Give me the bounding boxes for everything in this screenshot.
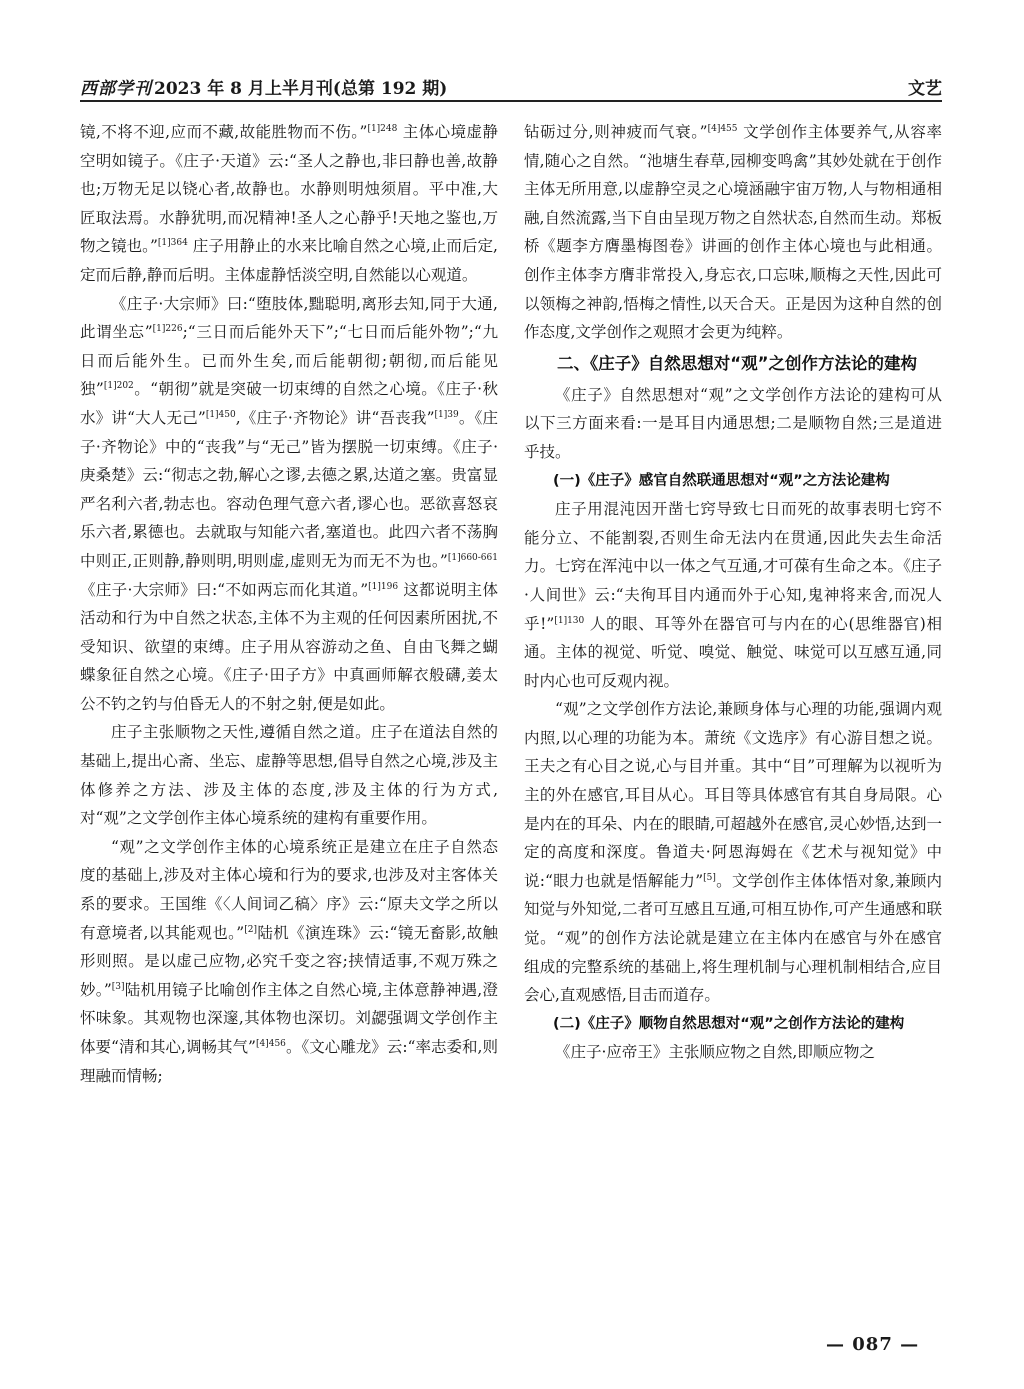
citation: [1]202 [103,381,134,392]
paragraph: 庄子用混沌因开凿七窍导致七日而死的故事表明七窍不能分立、不能割裂,否则生命无法内在贯通,因此失去生命活力。七窍在浑沌中以一体之气互通,才可葆有生命之本。《庄子·人间世》云:“夫徇耳目内通而外于心知,鬼神将来舍,而况人乎!”$^{[1]130}$ 人的眼、耳等外在器官可与内在的心(思维器官)相通。主体的视觉、听觉、嗅觉、触觉、味觉可以互感互通,同时内心也可反观内视。 [524,500,943,690]
running-header [80,72,942,102]
paragraph: 《庄子·应帝王》主张顺应物之自然,即顺应物之 [555,1043,875,1062]
right-column [524,118,942,1067]
paragraph: 《庄子》自然思想对“观”之文学创作方法论的建构可从以下三方面来看:一是耳目内通思想;二是顺物自然;三是道进乎技。 [524,385,942,461]
paragraph: 镜,不将不迎,应而不藏,故能胜物而不伤。”$^{[1]248}$ 主体心境虚静空明如镜子。《庄子·天道》云:“圣人之静也,非曰静也善,故静也;万物无足以铙心者,故静也。水静则明烛须眉。平中准,大匠取法焉。水静犹明,而况精神!圣人之心静乎!天地之鉴也,万物之镜也。”$^{[1]364}$ 庄子用静止的水来比喻自然之心境,止而后定,定而后静,静而后明。主体虚静恬淡空明,自然能以心观道。 [80,123,498,284]
section-name: 文艺 [908,79,942,99]
paragraph: “观”之文学创作方法论,兼顾身体与心理的功能,强调内观内照,以心理的功能为本。萧统《文选序》有心游目想之说。王夫之有心目之说,心与目并重。其中“目”可理解为以视听为主的外在感官,耳目从心。耳目等具体感官有其自身局限。心是内在的耳朵、内在的眼睛,可超越外在感官,灵心妙悟,达到一定的高度和深度。鲁道夫·阿恩海姆在《艺术与视知觉》中说:“眼力也就是悟解能力”[5]。文学创作主体体悟对象,兼顾内知觉与外知觉,二者可互感且互通,可相互协作,可产生通感和联觉。“观”的创作方法论就是建立在主体内在感官与外在感官组成的完整系统的基础上,将生理机制与心理机制相结合,应目会心,直观感悟,目击而道存。 [524,700,942,1005]
issue-info: 2023 年 8 月上半月刊(总第 192 期) [154,79,448,99]
journal-info [80,74,447,99]
citation: [1]226 [152,324,183,335]
citation: [5] [703,872,716,883]
paragraph: 《庄子·大宗师》曰:“堕肢体,黜聪明,离形去知,同于大通,此谓坐忘”$^{[1]226}$;“三日而后能外天下”;“七日而后能外物”;“九日而后能外生。已而外生矣,而后能朝彻;朝彻,而后能见独”$^{[1]202}$。“朝彻”就是突破一切束缚的自然之心境。《庄子·秋水》讲“大人无己”$^{[1]450}$,《庄子·齐物论》讲“吾丧我”$^{[1]39}$。《庄子·齐物论》中的“丧我”与“无己”皆为摆脱一切束缚。《庄子·庚桑楚》云:“彻志之勃,解心之谬,去德之累,达道之塞。贵富显严名利六者,勃志也。容动色理气意六者,谬心也。恶欲喜怒哀乐六者,累德也。去就取与知能六者,塞道也。此四六者不荡胸中则正,正则静,静则明,明则虚,虚则无为而无不为也。”$^{[1]660-661}$《庄子·大宗师》曰:“不如两忘而化其道。”$^{[1]196}$ 这都说明主体活动和行为中自然之状态,主体不为主观的任何因素所困扰,不受知识、欲望的束缚。庄子用从容游动之鱼、自由飞舞之蝴蝶象征自然之心境。《庄子·田子方》中真画师解衣般礴,姜太公不钓之钓与伯昏无人的不射之射,便是如此。 [80,294,499,713]
citation: [1]39 [434,409,459,420]
journal-logo: 西部学刊 [80,79,152,99]
subsection-heading: (二)《庄子》顺物自然思想对“观”之创作方法论的建构 [553,1015,905,1032]
page-number: — 087 — [826,1334,920,1355]
subsection-heading: (一)《庄子》感官自然联通思想对“观”之方法论建构 [553,472,890,489]
citation: [4]455 [707,124,738,134]
citation: [1]660-661 [447,552,498,563]
paragraph: “观”之文学创作主体的心境系统正是建立在庄子自然态度的基础上,涉及对主体心境和行为的要求,也涉及对主客体关系的要求。王国维《〈人间词乙稿〉序》云:“原夫文学之所以有意境者,以其能观也。”[2]陆机《演连珠》云:“镜无畜影,故触形则照。是以虚己应物,必究千变之容;挟情适事,不观万殊之妙。”[3]陆机用镜子比喻创作主体之自然心境,主体意静神遇,澄怀味象。其观物也深邃,其体物也深切。刘勰强调文学创作主体要“清和其心,调畅其气”$^{[4]456}$。《文心雕龙》云:“率志委和,则理融而情畅; [80,837,498,1085]
section-heading: 二、《庄子》自然思想对“观”之创作方法论的建构 [557,353,917,373]
citation: [4]456 [255,1039,286,1049]
citation: [1]130 [554,615,585,626]
citation: [1]450 [205,409,236,420]
left-column [80,118,498,1090]
citation: [3] [111,981,125,992]
citation: [1]248 [367,124,398,134]
citation: [1]196 [368,581,399,592]
paragraph: 庄子主张顺物之天性,遵循自然之道。庄子在道法自然的基础上,提出心斋、坐忘、虚静等思想,倡导自然之心境,涉及主体修养之方法、涉及主体的态度,涉及主体的行为方式,对“观”之文学创作主体心境系统的建构有重要作用。 [80,723,498,828]
paragraph: 钻砺过分,则神疲而气衰。”$^{[4]455}$ 文学创作主体要养气,从容率情,随心之自然。“池塘生春草,园柳变鸣禽”其妙处就在于创作主体无所用意,以虚静空灵之心境涵融宇宙万物,人与物相通相融,自然流露,当下自由呈现万物之自然状态,自然而生动。郑板桥《题李方膺墨梅图卷》讲画的创作主体心境也与此相通。创作主体李方膺非常投入,身忘衣,口忘味,顺梅之天性,因此可以领梅之神韵,悟梅之情性,以天合天。正是因为这种自然的创作态度,文学创作之观照才会更为纯粹。 [524,123,942,342]
citation: [2] [244,924,257,935]
citation: [1]364 [157,238,188,249]
